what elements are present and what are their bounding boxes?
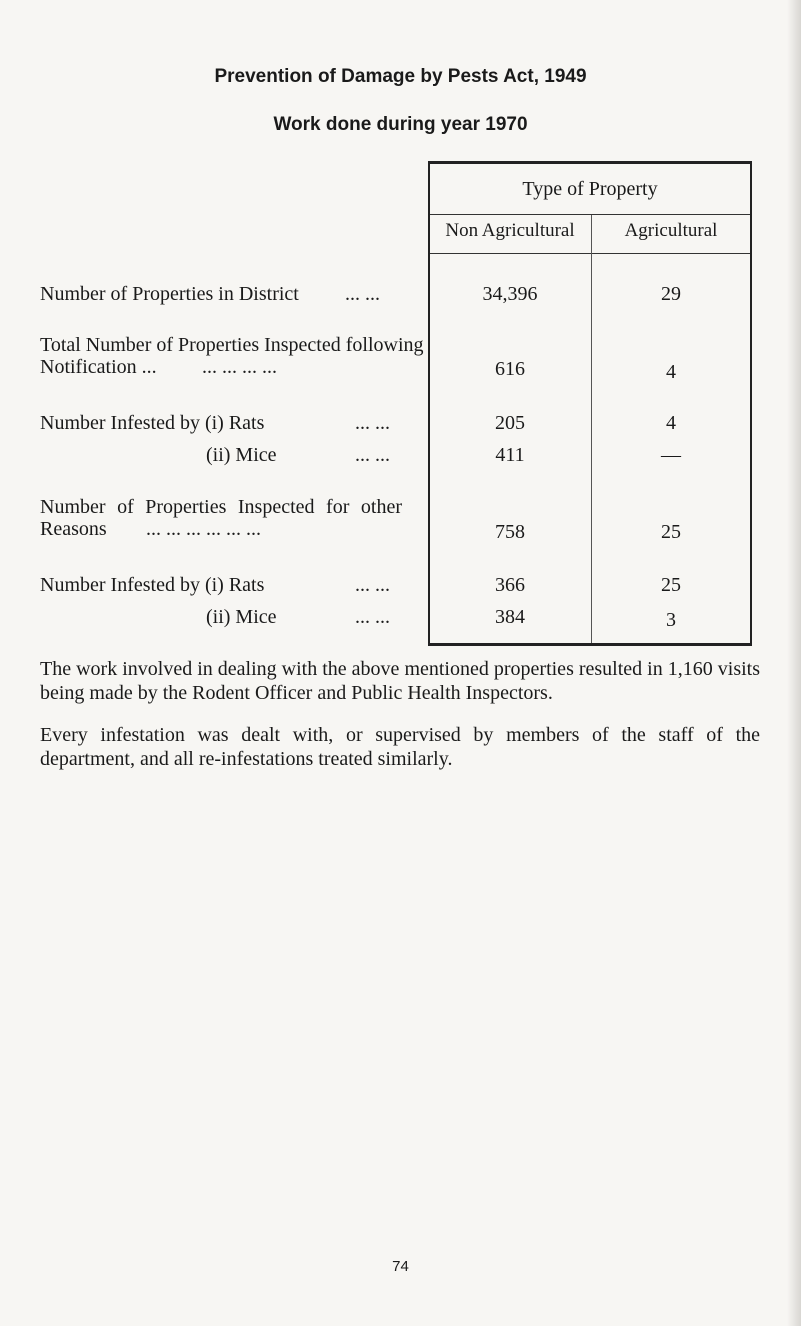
col-header-non-agricultural: Non Agricultural: [445, 220, 575, 241]
page-title: Prevention of Damage by Pests Act, 1949: [214, 66, 587, 87]
row-label-cont: Reasons: [40, 518, 107, 540]
row-label: Number Infested by (i) Rats: [40, 412, 265, 434]
row-label: Number Infested by (i) Rats: [40, 574, 265, 596]
cell-agricultural: 4: [666, 361, 676, 383]
cell-agricultural: —: [661, 444, 681, 466]
cell-agricultural: 4: [666, 412, 676, 434]
cell-agricultural: 3: [666, 609, 676, 631]
cell-agricultural: 29: [661, 283, 681, 305]
paragraph-visits: The work involved in dealing with the above mentioned properties resulted in 1,160 visits being made by the Rodent Officer and Public Health Inspectors.: [40, 658, 760, 704]
cell-non-agricultural: 384: [495, 606, 525, 628]
row-dots: ... ... ... ... ... ...: [146, 518, 261, 540]
page-subtitle: Work done during year 1970: [273, 114, 528, 135]
row-dots: ... ...: [355, 606, 390, 628]
row-label: Total Number of Properties Inspected following: [40, 334, 424, 356]
row-label-cont: Notification ...: [40, 356, 157, 378]
paragraph-infestation: Every infestation was dealt with, or supervised by members of the staff of the department, and all re-infestations treated similarly.: [40, 724, 760, 770]
row-dots: ... ... ... ...: [202, 356, 277, 378]
cell-agricultural: 25: [661, 521, 681, 543]
type-of-property-header: Type of Property: [522, 178, 658, 200]
row-label: (ii) Mice: [206, 606, 277, 628]
cell-non-agricultural: 34,396: [482, 283, 538, 305]
col-header-agricultural: Agricultural: [624, 220, 718, 241]
header-divider: [430, 214, 750, 215]
column-header-divider: [430, 253, 750, 254]
row-dots: ... ...: [355, 444, 390, 466]
cell-non-agricultural: 616: [495, 358, 525, 380]
row-dots: ... ...: [345, 283, 380, 305]
row-label: Number of Properties Inspected for other: [40, 496, 402, 518]
cell-non-agricultural: 205: [495, 412, 525, 434]
cell-non-agricultural: 411: [495, 444, 525, 466]
row-dots: ... ...: [355, 412, 390, 434]
row-label: Number of Properties in District: [40, 283, 299, 305]
cell-agricultural: 25: [661, 574, 681, 596]
row-dots: ... ...: [355, 574, 390, 596]
row-label: (ii) Mice: [206, 444, 277, 466]
page-edge-shadow: [787, 0, 801, 1326]
page-number: 74: [392, 1258, 409, 1275]
table-bottom-border: [428, 643, 752, 646]
cell-non-agricultural: 366: [495, 574, 525, 596]
cell-non-agricultural: 758: [495, 521, 525, 543]
